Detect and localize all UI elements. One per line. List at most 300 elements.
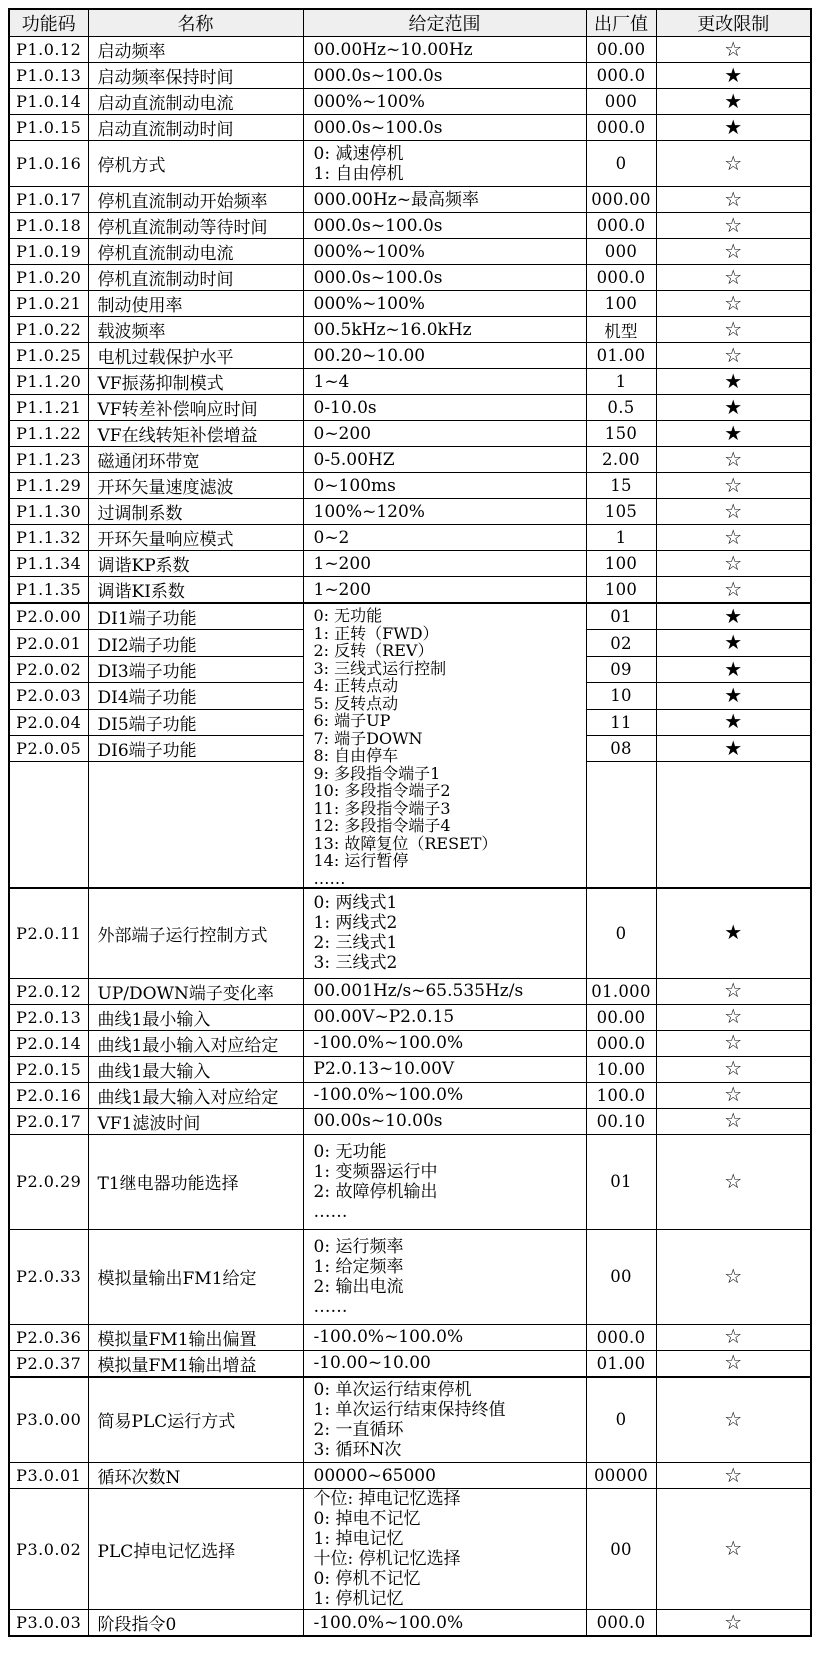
param-name-cell-text: 曲线1最大输入: [97, 1061, 211, 1082]
range-line: 0: 掉电不记忆: [313, 1509, 421, 1529]
param-restriction-cell: [656, 1324, 811, 1350]
param-restriction-cell: [656, 1134, 811, 1229]
param-code-cell: [9, 473, 88, 499]
star-open-icon: ☆: [724, 1350, 743, 1374]
star-filled-icon: ★: [724, 735, 743, 760]
star-filled-icon: ★: [724, 682, 743, 707]
param-code-cell-text: P3.0.02: [16, 1539, 82, 1559]
range-line: 2: 三线式1: [313, 933, 398, 954]
param-code-cell-text: P1.0.22: [16, 320, 82, 339]
param-code-cell: [9, 1134, 88, 1229]
param-name-cell: [88, 395, 303, 421]
param-name-cell-text: 阶段指令0: [97, 1615, 177, 1635]
param-code-cell: [9, 141, 88, 187]
param-restriction-cell: [656, 291, 811, 317]
range-line: 1: 正转（FWD）: [313, 623, 439, 643]
range-line: 8: 自由停车: [313, 746, 399, 765]
param-range-cell: [303, 89, 586, 115]
param-restriction-cell: [656, 577, 811, 604]
table-row: [9, 473, 811, 499]
star-filled-icon: ★: [724, 62, 743, 87]
param-default-cell-text: 000.0: [596, 1033, 646, 1053]
param-code-cell: [9, 369, 88, 395]
param-code-cell-text: P2.0.04: [16, 712, 82, 732]
param-code-cell: [9, 1030, 88, 1056]
param-default-cell-text: 100: [604, 554, 638, 573]
param-restriction-cell: [656, 37, 811, 63]
param-code-cell-text: P1.0.17: [16, 190, 82, 209]
param-name-cell-text: 过调制系数: [97, 504, 183, 524]
param-code-cell-text: P2.0.36: [16, 1327, 82, 1347]
param-name-cell: [88, 630, 303, 656]
param-default-cell-text: 00.00: [596, 1007, 646, 1027]
table-row: [9, 978, 811, 1004]
param-restriction-cell: [656, 239, 811, 265]
range-line: 1: 单次运行结束保持终值: [313, 1399, 506, 1420]
param-default-cell: [586, 577, 656, 604]
table-row: [9, 1377, 811, 1463]
param-default-cell: [586, 1056, 656, 1082]
param-code-cell-text: P1.0.18: [16, 216, 82, 235]
param-code-cell: [9, 499, 88, 525]
star-open-icon: ☆: [724, 290, 743, 315]
param-default-cell-text: 00.00: [596, 40, 646, 59]
param-code-cell: [9, 239, 88, 265]
param-code-cell-text: P2.0.00: [16, 607, 82, 627]
param-default-cell: [586, 551, 656, 577]
table-row: [9, 1350, 811, 1377]
table-row: [9, 577, 811, 604]
param-range-cell: [303, 187, 586, 213]
range-line: 3: 循环N次: [313, 1439, 402, 1460]
param-code-cell: [9, 447, 88, 473]
param-code-cell: [9, 1324, 88, 1350]
param-name-cell-text: 停机直流制动电流: [97, 244, 234, 264]
param-code-cell: [9, 978, 88, 1004]
range-line: ……: [313, 1296, 348, 1317]
param-restriction-cell: [656, 1229, 811, 1324]
param-name-cell-text: DI1端子功能: [97, 609, 197, 630]
param-restriction-cell: [656, 736, 811, 762]
param-code-cell: [9, 343, 88, 369]
param-code-cell: [9, 630, 88, 656]
param-restriction-cell: [656, 709, 811, 735]
range-line: -100.0%~100.0%: [313, 1033, 464, 1053]
param-restriction-cell: [656, 369, 811, 395]
param-name-cell-text: VF在线转矩补偿增益: [97, 426, 258, 446]
param-default-cell: [586, 499, 656, 525]
param-name-cell: [88, 736, 303, 762]
param-range-cell: [303, 1082, 586, 1108]
param-default-cell: [586, 187, 656, 213]
param-default-cell-text: 01.00: [596, 346, 646, 365]
param-name-cell-text: DI3端子功能: [97, 662, 197, 683]
param-default-cell-text: 02: [610, 633, 632, 653]
param-code-cell-text: P1.1.22: [16, 424, 82, 443]
param-default-cell: [586, 1108, 656, 1134]
param-code-cell: [9, 1004, 88, 1030]
param-default-cell: [586, 1324, 656, 1350]
param-name-cell: [88, 63, 303, 89]
param-code-cell: [9, 683, 88, 709]
param-range-cell: [303, 239, 586, 265]
param-name-cell-text: 制动使用率: [97, 296, 183, 316]
range-line: 4: 正转点动: [313, 676, 399, 695]
table-row: [9, 141, 811, 187]
param-name-cell-text: VF1滤波时间: [97, 1113, 201, 1134]
range-line: 1~200: [313, 579, 372, 600]
param-restriction-cell: [656, 1030, 811, 1056]
range-line: 00.001Hz/s~65.535Hz/s: [313, 981, 524, 1001]
table-row: [9, 603, 811, 630]
param-name-cell-text: 停机直流制动等待时间: [97, 218, 268, 238]
param-name-cell: [88, 978, 303, 1004]
param-default-cell: [586, 1082, 656, 1108]
param-range-cell: [303, 37, 586, 63]
table-row: [9, 1463, 811, 1489]
param-default-cell-text: 100: [604, 294, 638, 313]
range-line: 14: 运行暂停: [313, 851, 409, 870]
param-default-cell-text: 1: [615, 372, 627, 391]
param-default-cell: [586, 888, 656, 978]
param-default-cell: [586, 89, 656, 115]
param-code-cell: [9, 395, 88, 421]
param-name-cell-text: 启动频率保持时间: [97, 68, 234, 88]
param-range-cell: [303, 551, 586, 577]
param-range-cell: [303, 1350, 586, 1377]
table-row: [9, 213, 811, 239]
param-code-cell: [9, 1108, 88, 1134]
param-restriction-cell: [656, 187, 811, 213]
param-default-cell-text: 2.00: [602, 450, 640, 469]
param-default-cell-text: 机型: [604, 321, 638, 341]
table-row: [9, 63, 811, 89]
param-name-cell: [88, 762, 303, 888]
range-line: 3: 三线式运行控制: [313, 658, 447, 678]
range-line: P2.0.13~10.00V: [313, 1059, 455, 1079]
param-default-cell: [586, 369, 656, 395]
table-row: [9, 447, 811, 473]
param-restriction-cell: [656, 683, 811, 709]
star-open-icon: ☆: [724, 1108, 743, 1132]
param-name-cell: [88, 656, 303, 682]
param-restriction-cell: [656, 1004, 811, 1030]
param-code-cell-text: P3.0.03: [16, 1613, 82, 1632]
range-line: 00.00s~10.00s: [313, 1111, 443, 1131]
param-code-cell-text: P1.0.21: [16, 294, 82, 313]
range-line: ……: [313, 868, 346, 888]
param-restriction-cell: [656, 447, 811, 473]
param-default-cell-text: 100: [604, 580, 638, 599]
param-name-cell: [88, 1489, 303, 1610]
range-line: 0: 运行频率: [313, 1236, 404, 1257]
star-open-icon: ☆: [724, 264, 743, 289]
star-open-icon: ☆: [724, 978, 743, 1002]
range-line: 2: 反转（REV）: [313, 641, 434, 660]
parameter-table: [8, 8, 812, 1637]
param-name-cell: [88, 1108, 303, 1134]
param-code-cell-text: P1.1.20: [16, 372, 82, 391]
range-line: 1: 停机记忆: [313, 1589, 404, 1609]
param-range-cell: [303, 888, 586, 978]
table-row: [9, 1610, 811, 1637]
range-line: 3: 三线式2: [313, 953, 398, 974]
param-default-cell-text: 10: [610, 686, 632, 706]
param-code-cell-text: P2.0.16: [16, 1085, 82, 1105]
star-open-icon: ☆: [724, 1609, 743, 1634]
param-code-cell-text: P2.0.03: [16, 686, 82, 706]
param-name-cell-text: 调谐KP系数: [97, 556, 190, 576]
param-name-cell: [88, 187, 303, 213]
range-line: -10.00~10.00: [313, 1353, 431, 1373]
table-row: [9, 1324, 811, 1350]
param-code-cell-text: P1.0.12: [16, 40, 82, 59]
param-code-cell-text: P2.0.13: [16, 1007, 82, 1027]
range-line: -100.0%~100.0%: [313, 1085, 464, 1105]
param-name-cell: [88, 1350, 303, 1377]
param-range-cell: [303, 1463, 586, 1489]
param-name-cell-text: UP/DOWN端子变化率: [97, 983, 274, 1004]
param-code-cell: [9, 89, 88, 115]
table-row: [9, 1229, 811, 1324]
param-code-cell: [9, 525, 88, 551]
range-line: 1: 变频器运行中: [313, 1161, 438, 1182]
param-default-cell: [586, 343, 656, 369]
range-line: 0: 单次运行结束停机: [313, 1379, 472, 1400]
param-name-cell: [88, 1056, 303, 1082]
param-name-cell-text: DI6端子功能: [97, 741, 197, 762]
range-line: ……: [313, 1201, 348, 1222]
param-default-cell: [586, 656, 656, 682]
range-line: 6: 端子UP: [313, 711, 391, 730]
param-name-cell-text: 调谐KI系数: [97, 582, 185, 602]
param-code-cell-text: P1.0.25: [16, 346, 82, 365]
param-default-cell-text: 00.10: [596, 1111, 646, 1131]
range-line: 0~200: [313, 423, 372, 444]
param-range-cell: [303, 447, 586, 473]
param-name-cell: [88, 89, 303, 115]
param-default-cell-text: 0: [615, 923, 627, 943]
param-default-cell: [586, 1004, 656, 1030]
param-default-cell-text: 000.0: [596, 1327, 646, 1347]
param-code-cell-text: P2.0.05: [16, 739, 82, 759]
param-default-cell-text: 01.00: [596, 1353, 646, 1373]
param-default-cell: [586, 1134, 656, 1229]
star-open-icon: ☆: [724, 1082, 743, 1106]
param-default-cell-text: 10.00: [596, 1059, 646, 1079]
param-range-cell: [303, 395, 586, 421]
param-default-cell-text: 000.0: [596, 118, 646, 137]
param-name-cell-text: T1继电器功能选择: [97, 1174, 239, 1194]
param-default-cell-text: 000: [604, 242, 638, 261]
param-name-cell: [88, 1377, 303, 1463]
param-name-cell-text: 模拟量输出FM1给定: [97, 1269, 257, 1289]
param-default-cell: [586, 978, 656, 1004]
table-row: [9, 551, 811, 577]
param-default-cell-text: 000.0: [596, 216, 646, 235]
param-default-cell: [586, 115, 656, 141]
param-name-cell: [88, 888, 303, 978]
param-default-cell-text: 0.5: [607, 398, 635, 417]
range-line: 0: 减速停机: [313, 143, 404, 164]
table-row: [9, 187, 811, 213]
star-filled-icon: ★: [724, 420, 743, 445]
param-name-cell: [88, 421, 303, 447]
star-filled-icon: ★: [724, 394, 743, 419]
param-range-cell: [303, 421, 586, 447]
param-default-cell-text: 1: [615, 528, 627, 547]
param-default-cell: [586, 213, 656, 239]
param-restriction-cell: [656, 1056, 811, 1082]
range-line: 00.00Hz~10.00Hz: [313, 39, 473, 60]
param-code-cell-text: P1.0.19: [16, 242, 82, 261]
param-name-cell: [88, 265, 303, 291]
param-name-cell-text: 简易PLC运行方式: [97, 1412, 236, 1433]
param-range-cell: [303, 1489, 586, 1610]
param-code-cell: [9, 1229, 88, 1324]
param-code-cell-text: P2.0.37: [16, 1353, 82, 1373]
param-name-cell: [88, 525, 303, 551]
range-line: 000.00Hz~最高频率: [313, 189, 480, 210]
param-restriction-cell: [656, 1610, 811, 1637]
param-code-cell-text: P1.1.21: [16, 398, 82, 417]
param-restriction-cell: [656, 317, 811, 343]
param-name-cell-text: 电机过载保护水平: [97, 348, 234, 368]
param-code-cell-text: P1.0.14: [16, 92, 82, 111]
param-code-cell-text: P3.0.01: [16, 1466, 82, 1485]
param-default-cell: [586, 421, 656, 447]
param-default-cell-text: 00: [610, 1267, 632, 1286]
param-code-cell: [9, 291, 88, 317]
param-code-cell: [9, 63, 88, 89]
param-range-cell: [303, 63, 586, 89]
param-name-cell: [88, 343, 303, 369]
param-name-cell-text: DI4端子功能: [97, 688, 197, 709]
param-range-cell: [303, 577, 586, 604]
param-default-cell: [586, 37, 656, 63]
star-open-icon: ☆: [724, 36, 743, 61]
param-name-cell-text: VF转差补偿响应时间: [97, 400, 258, 420]
param-code-cell-text: P1.1.30: [16, 502, 82, 521]
col-header-range: 给定范围: [303, 9, 586, 37]
param-name-cell-text: 停机方式: [97, 156, 166, 176]
range-line: -100.0%~100.0%: [313, 1327, 464, 1347]
param-default-cell-text: 000.0: [596, 66, 646, 85]
param-name-cell: [88, 1082, 303, 1108]
range-line: 100%~120%: [313, 501, 425, 522]
star-filled-icon: ★: [724, 656, 743, 681]
param-default-cell: [586, 1229, 656, 1324]
star-open-icon: ☆: [724, 1168, 743, 1193]
param-restriction-cell: [656, 1377, 811, 1463]
param-default-cell-text: 0: [615, 154, 627, 173]
param-code-cell: [9, 762, 88, 888]
param-name-cell: [88, 115, 303, 141]
param-code-cell: [9, 577, 88, 604]
param-restriction-cell: [656, 395, 811, 421]
range-line: 9: 多段指令端子1: [313, 763, 441, 783]
param-name-cell: [88, 1134, 303, 1229]
param-range-cell: [303, 1610, 586, 1637]
param-default-cell-text: 01: [610, 1172, 632, 1191]
param-code-cell: [9, 1377, 88, 1463]
param-default-cell: [586, 395, 656, 421]
param-default-cell: [586, 141, 656, 187]
range-line: 5: 反转点动: [313, 693, 399, 713]
param-name-cell-text: 停机直流制动开始频率: [97, 192, 268, 212]
param-default-cell-text: 00000: [594, 1466, 648, 1485]
param-default-cell: [586, 1350, 656, 1377]
param-code-cell-text: P2.0.17: [16, 1111, 82, 1131]
param-restriction-cell: [656, 551, 811, 577]
range-line: 000.0s~100.0s: [313, 267, 443, 288]
star-open-icon: ☆: [724, 498, 743, 523]
param-name-cell: [88, 1463, 303, 1489]
param-name-cell-text: 载波频率: [97, 322, 166, 342]
table-row: [9, 291, 811, 317]
param-code-cell-text: P1.0.15: [16, 118, 82, 137]
table-row: [9, 1030, 811, 1056]
star-open-icon: ☆: [724, 576, 743, 601]
param-default-cell: [586, 683, 656, 709]
param-default-cell: [586, 239, 656, 265]
param-range-cell: [303, 115, 586, 141]
star-filled-icon: ★: [724, 920, 743, 945]
range-line: 1~200: [313, 553, 372, 574]
range-line: 000%~100%: [313, 293, 425, 314]
param-code-cell-text: P2.0.12: [16, 981, 82, 1001]
param-name-cell-text: 模拟量FM1输出偏置: [97, 1329, 257, 1350]
star-open-icon: ☆: [724, 1406, 743, 1431]
param-code-cell-text: P2.0.15: [16, 1059, 82, 1079]
param-range-cell: [303, 1134, 586, 1229]
param-restriction-cell: [656, 978, 811, 1004]
param-name-cell-text: 开环矢量速度滤波: [97, 478, 234, 498]
param-default-cell: [586, 291, 656, 317]
param-default-cell-text: 15: [610, 476, 632, 495]
star-open-icon: ☆: [724, 238, 743, 263]
param-code-cell-text: P1.0.20: [16, 268, 82, 287]
param-restriction-cell: [656, 115, 811, 141]
star-open-icon: ☆: [724, 186, 743, 211]
param-name-cell: [88, 603, 303, 630]
range-line: 0: 停机不记忆: [313, 1569, 421, 1589]
param-code-cell-text: P1.1.32: [16, 528, 82, 547]
param-code-cell: [9, 115, 88, 141]
param-name-cell-text: 曲线1最小输入: [97, 1009, 211, 1030]
param-default-cell: [586, 630, 656, 656]
param-name-cell-text: 启动频率: [97, 42, 166, 62]
star-filled-icon: ★: [724, 709, 743, 734]
param-name-cell-text: 启动直流制动时间: [97, 120, 234, 140]
param-restriction-cell: [656, 1108, 811, 1134]
param-code-cell: [9, 213, 88, 239]
star-filled-icon: ★: [724, 88, 743, 113]
param-restriction-cell: [656, 888, 811, 978]
range-line: 0~100ms: [313, 475, 396, 496]
star-open-icon: ☆: [724, 1030, 743, 1054]
param-code-cell: [9, 736, 88, 762]
di-function-range-cell: [303, 603, 586, 888]
range-line: 十位: 停机记忆选择: [313, 1549, 461, 1569]
param-range-cell: [303, 978, 586, 1004]
table-row: [9, 1489, 811, 1610]
param-name-cell: [88, 683, 303, 709]
range-line: 0-5.00HZ: [313, 449, 395, 470]
param-range-cell: [303, 141, 586, 187]
param-name-cell: [88, 213, 303, 239]
param-name-cell: [88, 447, 303, 473]
